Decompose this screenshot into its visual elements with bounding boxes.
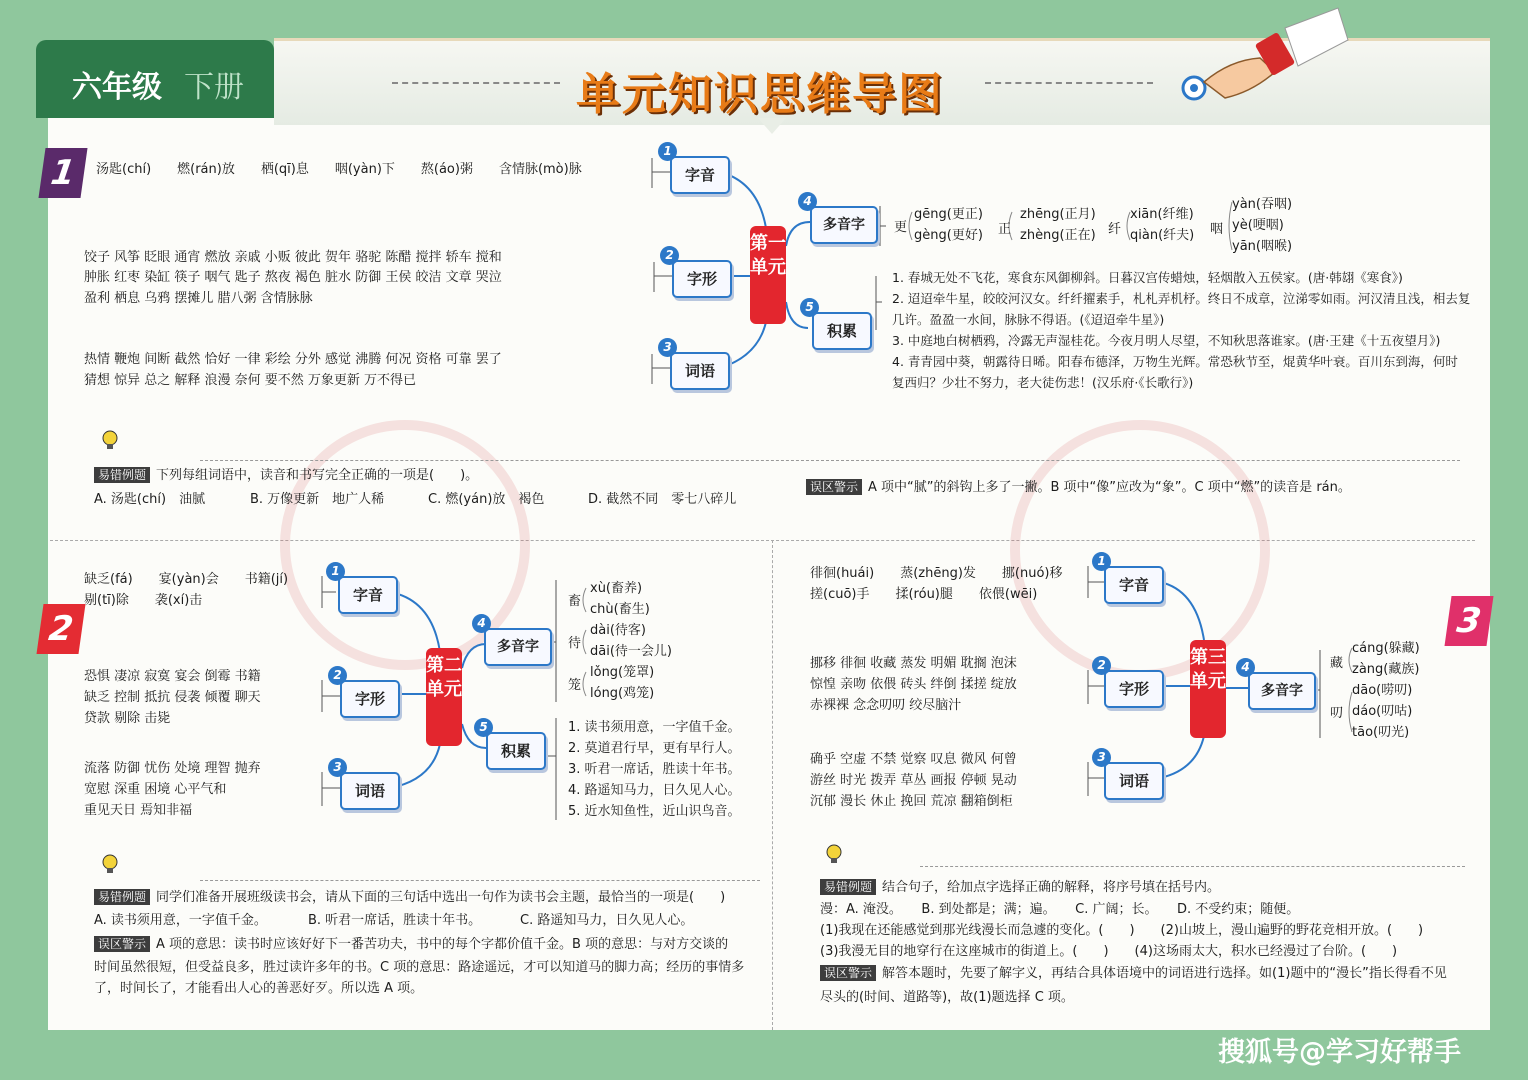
bulb-icon [100,852,128,876]
jilei-line: 4. 路遥知马力，日久见人心。 [568,783,741,798]
node-zixing: 2 字形 [340,680,400,718]
bulb-icon [824,842,852,866]
polyphone-char: 畜 [568,594,582,609]
unit3-zixing-row: 惊惶 亲吻 依偎 砖头 绊倒 揉搓 绽放 [810,677,1017,692]
tip-divider [200,880,760,881]
error-option: 漫：A. 淹没。 B. 到处都是；满；遍。 C. 广阔；长。 D. 不受约束；随便。 [820,902,1300,917]
polyphone-char: 藏 [1330,656,1344,671]
error-tag: 易错例题 [820,879,876,895]
jilei-line: 3. 中庭地白树栖鸦，冷露无声湿桂花。今夜月明人尽望，不知秋思落谁家。(唐·王建《十五夜望月》) [892,333,1441,348]
node-duoyinzi: 4 多音字 [1248,672,1316,710]
unit3-ciyu-row: 游丝 时光 拨弄 草丛 画报 停顿 晃动 [810,773,1017,788]
node-index: 1 [326,562,345,581]
jilei-line: 几许。盈盈一水间，脉脉不得语。(《迢迢牵牛星》) [892,312,1165,327]
node-jilei: 5 积累 [486,732,546,770]
node-index: 3 [328,758,347,777]
polyphone-reading: yān(咽喉) [1232,239,1293,254]
node-index: 4 [472,614,491,633]
polyphone-reading: tāo(叨光) [1352,725,1410,740]
error-option: (1)我现在还能感觉到那光线漫长而急遽的变化。( ) (2)山坡上，漫山遍野的野花竞相开放。( ) [820,923,1424,938]
polyphone-reading: lǒng(笼罩) [590,665,655,680]
jilei-line: 2. 迢迢牵牛星，皎皎河汉女。纤纤擢素手，札札弄机杼。终日不成章，泣涕零如雨。河汉清且浅，相去复 [892,291,1471,306]
error-option: B. 万像更新 地广人稀 [250,492,385,507]
node-ziyin: 1 字音 [1104,566,1164,604]
node-index: 4 [798,192,817,211]
unit-center-node: 第二单元 [426,648,462,746]
unit-center-node: 第一单元 [750,226,786,324]
polyphone-reading: dáo(叨咕) [1352,704,1413,719]
unit3-zixing-row: 赤裸裸 念念叨叨 绞尽脑汁 [810,698,962,713]
unit-center-node: 第三单元 [1190,640,1226,738]
jilei-line: 5. 近水知鱼性，近山识鸟音。 [568,804,741,819]
node-ciyu: 3 词语 [670,352,730,390]
node-index: 1 [1092,552,1111,571]
polyphone-char: 叨 [1330,706,1344,721]
node-index: 2 [328,666,347,685]
page-title: 单元知识思维导图 [576,69,944,120]
warning-line: 了，时间长了，才能看出人心的善恶好歹。所以选 A 项。 [94,981,424,996]
node-index: 2 [1092,656,1111,675]
tip-divider [200,460,1460,461]
node-index: 2 [660,246,679,265]
node-ciyu: 3 词语 [340,772,400,810]
unit-number-badge: 3 [1444,596,1493,646]
node-duoyinzi: 4 多音字 [484,628,552,666]
tip-divider [920,866,1465,867]
warning-text: 误区警示 A 项中“腻”的斜钩上多了一撇。B 项中“像”应改为“象”。C 项中“燃”的读音是 rán。 [806,478,1351,498]
jilei-line: 复西归？少壮不努力，老大徒伤悲！(汉乐府·《长歌行》) [892,375,1194,390]
polyphone-reading: cáng(躲藏) [1352,641,1420,656]
polyphone-reading: dài(待客) [590,623,646,638]
jilei-line: 1. 读书须用意，一字值千金。 [568,720,741,735]
error-tag: 易错例题 [94,467,150,483]
unit2-zixing-row: 贷款 剔除 击毙 [84,711,171,726]
polyphone-reading: yè(哽咽) [1232,218,1284,233]
polyphone-char: 笼 [568,678,582,693]
unit2-ciyu-row: 宽慰 深重 困境 心平气和 [84,782,227,797]
polyphone-reading: chù(畜生) [590,602,650,617]
polyphone-reading: dāo(唠叨) [1352,683,1413,698]
title-dash-right [985,82,1153,84]
bulb-icon [100,428,128,452]
polyphone-char: 待 [568,636,582,651]
node-zixing: 2 字形 [1104,670,1164,708]
jilei-line: 2. 莫道君行早，更有早行人。 [568,741,741,756]
error-option: A. 读书须用意，一字值千金。 [94,913,267,928]
polyphone-char: 更 [894,220,908,235]
unit2-zixing-row: 恐惧 凄凉 寂寞 宴会 倒霉 书籍 [84,669,261,684]
jilei-line: 4. 青青园中葵，朝露待日晞。阳春布德泽，万物生光辉。常恐秋节至，焜黄华叶衰。百川东到海，何时 [892,354,1458,369]
unit2-ziyin-row: 缺乏(fá) 宴(yàn)会 书籍(jí) [84,572,289,587]
polyphone-char: 正 [998,222,1012,237]
polyphone-reading: lóng(鸡笼) [590,686,655,701]
error-tag: 易错例题 [94,889,150,905]
warning-text: 误区警示 解答本题时，先要了解字义，再结合具体语境中的词语进行选择。如(1)题中的“漫长”指长得看不见 [820,964,1447,984]
node-zixing: 2 字形 [672,260,732,298]
node-index: 4 [1236,658,1255,677]
polyphone-reading: gēng(更正) [914,207,983,222]
unit1-ciyu-row: 热情 鞭炮 间断 截然 恰好 一律 彩绘 分外 感觉 沸腾 何况 资格 可靠 罢了 [84,352,502,367]
unit2-zixing-row: 缺乏 控制 抵抗 侵袭 倾覆 聊天 [84,690,261,705]
polyphone-char: 纤 [1108,222,1122,237]
unit2-ziyin-row: 剔(tī)除 袭(xí)击 [84,593,203,608]
node-index: 1 [658,142,677,161]
polyphone-reading: gèng(更好) [914,228,983,243]
unit1-ziyin-list: 汤匙(chí) 燃(rán)放 栖(qī)息 咽(yàn)下 熬(áo)粥 含情脉(mò)脉 [96,162,582,177]
title-dash-left [392,82,560,84]
error-option: B. 听君一席话，胜读十年书。 [308,913,482,928]
volume-label: 下册 [184,70,244,105]
error-option: A. 汤匙(chí) 油腻 [94,492,206,507]
node-jilei: 5 积累 [812,312,872,350]
unit-number-badge: 1 [38,148,87,198]
polyphone-reading: zàng(藏族) [1352,662,1420,677]
warning-text: 误区警示 A 项的意思：读书时应该好好下一番苦功夫，书中的每个字都价值千金。B 项的意思：与对方交谈的 [94,935,728,955]
error-question: 易错例题 下列每组词语中，读音和书写完全正确的一项是( )。 [94,466,478,486]
warning-tag: 误区警示 [94,936,150,952]
error-question: 易错例题 同学们准备开展班级读书会，请从下面的三句话中选出一句作为读书会主题，最恰当的一项是( ) [94,888,725,908]
unit3-ziyin-row: 徘徊(huái) 蒸(zhēng)发 挪(nuó)移 [810,566,1063,581]
warning-line: 尽头的(时间、道路等)，故(1)题选择 C 项。 [820,990,1074,1005]
unit1-ciyu-row: 猜想 惊异 总之 解释 浪漫 奈何 要不然 万象更新 万不得已 [84,373,417,388]
node-index: 5 [800,298,819,317]
error-option: (3)我漫无目的地穿行在这座城市的街道上。( ) (4)这场雨太大，积水已经漫过了台阶。( ) [820,944,1398,959]
error-question: 易错例题 结合句子，给加点字选择正确的解释，将序号填在括号内。 [820,878,1220,898]
error-option: D. 截然不同 零七八碎儿 [588,492,737,507]
stamp-mark-right [1010,420,1270,680]
node-ciyu: 3 词语 [1104,762,1164,800]
warning-line: 时间虽然很短，但受益良多，胜过读许多年的书。C 项的意思：路途遥远，才可以知道马的脚力高；经历的事情多 [94,960,745,975]
polyphone-reading: xiān(纤维) [1130,207,1194,222]
unit1-zixing-row: 饺子 风筝 眨眼 通宵 燃放 亲戚 小贩 彼此 贺年 骆驼 陈醋 搅拌 轿车 搅和 [84,250,502,265]
grade-label: 六年级 [72,70,162,105]
unit-number-badge: 2 [36,604,85,654]
polyphone-char: 咽 [1210,222,1224,237]
unit3-ciyu-row: 确乎 空虚 不禁 觉察 叹息 微风 何曾 [810,752,1017,767]
unit3-zixing-row: 挪移 徘徊 收藏 蒸发 明媚 耽搁 泡沫 [810,656,1017,671]
node-duoyinzi: 4 多音字 [810,206,878,244]
warning-tag: 误区警示 [820,965,876,981]
warning-tag: 误区警示 [806,479,862,495]
node-index: 3 [1092,748,1111,767]
polyphone-reading: zhēng(正月) [1020,207,1096,222]
polyphone-reading: xù(畜养) [590,581,643,596]
unit1-zixing-row: 盈利 栖息 乌鸦 摆摊儿 腊八粥 含情脉脉 [84,291,313,306]
node-index: 3 [658,338,677,357]
polyphone-reading: dāi(待一会儿) [590,644,672,659]
node-index: 5 [474,718,493,737]
unit3-ciyu-row: 沉郁 漫长 休止 挽回 荒凉 翻箱倒柜 [810,794,1013,809]
unit2-ciyu-row: 流落 防御 忧伤 处境 理智 抛弃 [84,761,261,776]
jilei-line: 1. 春城无处不飞花，寒食东风御柳斜。日暮汉宫传蜡烛，轻烟散入五侯家。(唐·韩翃《寒食》) [892,270,1403,285]
title-pointer [758,118,786,134]
polyphone-reading: qiàn(纤夫) [1130,228,1195,243]
error-option: C. 路遥知马力，日久见人心。 [520,913,694,928]
unit3-ziyin-row: 搓(cuō)手 揉(róu)腿 依偎(wēi) [810,587,1038,602]
polyphone-reading: zhèng(正在) [1020,228,1096,243]
source-watermark: 搜狐号@学习好帮手 [1218,1037,1461,1068]
node-ziyin: 1 字音 [670,156,730,194]
unit1-zixing-row: 肿胀 红枣 染缸 筷子 咽气 匙子 熬夜 褐色 脏水 防御 王侯 皎洁 文章 哭泣 [84,270,502,285]
polyphone-reading: yàn(吞咽) [1232,197,1293,212]
unit2-ciyu-row: 重见天日 焉知非福 [84,803,193,818]
section-divider-v [772,540,773,1030]
jilei-line: 3. 听君一席话，胜读十年书。 [568,762,741,777]
node-ziyin: 1 字音 [338,576,398,614]
error-option: C. 燃(yán)放 褐色 [428,492,545,507]
